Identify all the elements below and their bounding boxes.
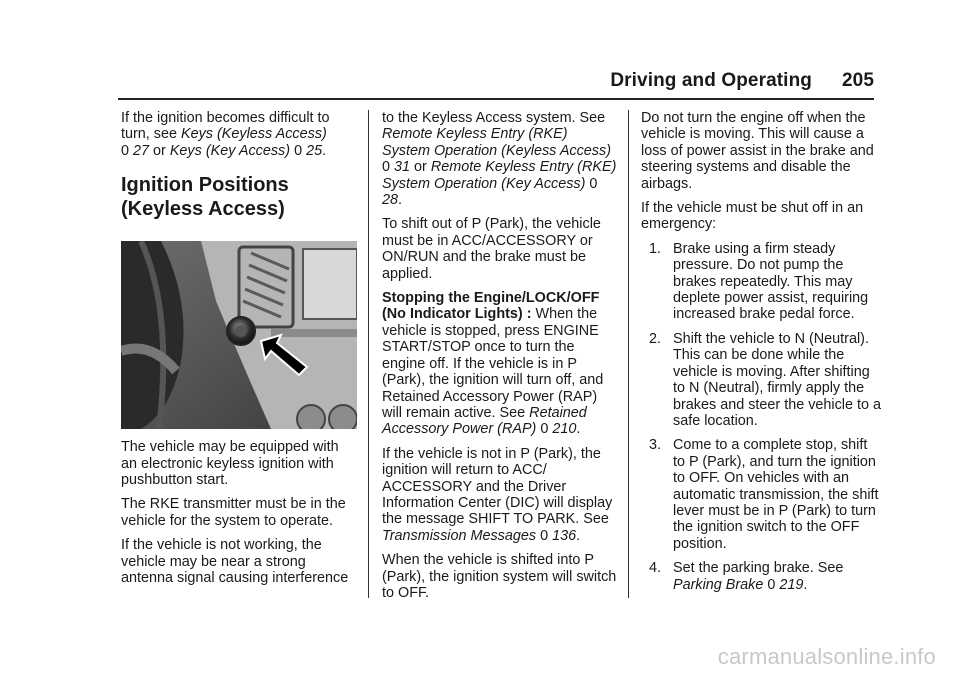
header-rule: [118, 98, 874, 100]
page-header: [610, 70, 874, 92]
intro-paragraph: If the ignition becomes difficult to turn, see Keys (Keyless Access) 0 27 or Keys (Key Access) 0 25.: [121, 110, 330, 159]
page-ref-icon: 0: [540, 527, 549, 544]
page-ref-219[interactable]: 219: [779, 576, 804, 593]
list-item: 3. Come to a complete stop, shift to P (Park), and turn the ignition to OFF. On vehicles with an automatic transmission, the shift lever must be in P (Park) to turn the ignition switch to the OFF position.: [649, 437, 879, 552]
paragraph: If the vehicle is not in P (Park), the ignition will return to ACC/ ACCESSORY and the Driver Information Center (DIC) will display the message SHIFT TO PARK. See Transmission Messages 0 136.: [382, 445, 613, 544]
link-keys-key-access[interactable]: Keys (Key Access): [169, 142, 291, 159]
page-ref-icon: 0: [767, 576, 776, 593]
page-ref-136[interactable]: 136: [552, 527, 577, 544]
column-2: [382, 110, 618, 609]
link-keys-keyless[interactable]: Keys (Keyless Access): [181, 126, 327, 143]
run-in-heading: Stopping the Engine/LOCK/OFF (No Indicator Lights) :: [382, 290, 600, 323]
page-ref-28[interactable]: 28: [382, 192, 399, 209]
watermark: carmanualsonline.info: [717, 644, 936, 669]
column-divider-1: [368, 110, 369, 598]
paragraph: If the vehicle must be shut off in an emergency:: [641, 200, 864, 233]
link-rke-keyless[interactable]: Remote Keyless Entry (RKE) System Operation (Keyless Access): [382, 126, 611, 159]
list-item: 4. Set the parking brake. See Parking Brake 0 219.: [649, 560, 844, 593]
column-3: [641, 110, 881, 601]
page-ref-icon: 0: [121, 142, 130, 159]
paragraph: If the vehicle is not working, the vehicle may be near a strong antenna signal causing interference: [121, 537, 349, 587]
link-transmission-messages[interactable]: Transmission Messages: [382, 527, 537, 544]
page-number: 205: [841, 70, 874, 91]
emergency-steps-list: [641, 241, 881, 593]
ignition-button-photo: [121, 241, 357, 429]
page-ref-25[interactable]: 25: [306, 142, 323, 159]
page-ref-icon: 0: [589, 175, 598, 192]
column-divider-2: [628, 110, 629, 598]
section-heading: Ignition Positions (Keyless Access): [121, 174, 289, 221]
link-rap[interactable]: Retained Accessory Power (RAP): [382, 404, 587, 438]
paragraph: Do not turn the engine off when the vehicle is moving. This will cause a loss of power assist in the brake and steering systems and disable the airbags.: [641, 110, 874, 192]
page-ref-icon: 0: [540, 421, 549, 438]
column-1: [121, 110, 357, 594]
link-parking-brake[interactable]: Parking Brake: [673, 576, 764, 593]
list-item: 1. Brake using a firm steady pressure. Do not pump the brakes repeatedly. This may deplete power assist, requiring increased brake pedal force.: [649, 240, 869, 323]
paragraph: The vehicle may be equipped with an electronic keyless ignition with pushbutton start.: [121, 439, 339, 489]
section-title: Driving and Operating: [610, 70, 812, 91]
paragraph: The RKE transmitter must be in the vehicle for the system to operate.: [121, 496, 346, 529]
page-ref-icon: 0: [294, 142, 303, 159]
page-ref-27[interactable]: 27: [133, 142, 150, 159]
page-ref-210[interactable]: 210: [552, 421, 577, 438]
page-ref-31[interactable]: 31: [394, 159, 411, 176]
paragraph: When the vehicle is shifted into P (Park), the ignition system will switch to OFF.: [382, 552, 617, 601]
list-item: 2. Shift the vehicle to N (Neutral). This can be done while the vehicle is moving. After shifting to N (Neutral), firmly apply the brakes and steer the vehicle to a safe location.: [649, 330, 881, 429]
paragraph: Stopping the Engine/LOCK/OFF (No Indicator Lights) : When the vehicle is stopped, press ENGINE START/STOP once to turn the engine off. If the vehicle is in P (Park), the ignition will turn off, and Retained Accessory Power (RAP) will remain active. See Retained Accessory Power (RAP) 0 210.: [382, 290, 604, 438]
link-rke-key[interactable]: Remote Keyless Entry (RKE) System Operation (Key Access): [382, 159, 617, 192]
paragraph: to the Keyless Access system. See Remote Keyless Entry (RKE) System Operation (Keyless Access) 0 31 or Remote Keyless Entry (RKE) System Operation (Key Access) 0 28.: [382, 110, 617, 209]
page-ref-icon: 0: [382, 159, 391, 176]
paragraph: To shift out of P (Park), the vehicle must be in ACC/ACCESSORY or ON/RUN and the brake must be applied.: [382, 216, 601, 282]
